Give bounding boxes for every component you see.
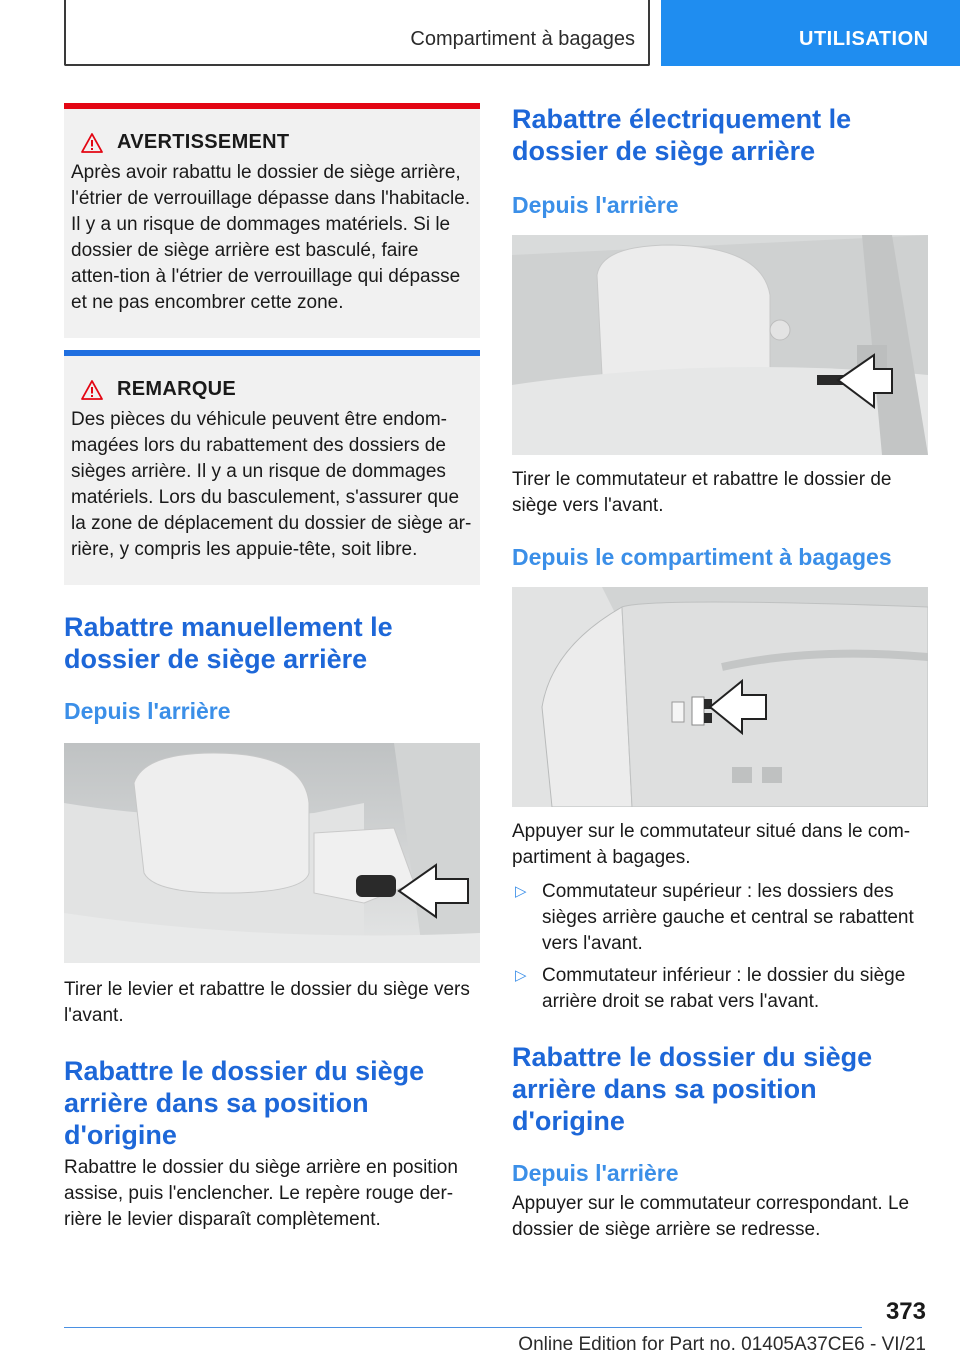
manual-fold-subheading: Depuis l'arrière bbox=[64, 698, 231, 724]
restore-position-heading: Rabattre le dossier du siège arrière dans sa position d'origine bbox=[64, 1056, 425, 1150]
electric-restore-subheading: Depuis l'arrière bbox=[512, 1160, 679, 1186]
page-number: 373 bbox=[885, 1298, 926, 1325]
rear-seat-lever-image bbox=[64, 743, 480, 963]
note-text: Des pièces du véhicule peuvent être endom-magées lors du rabattement des dossiers de sièges arrière. Il y a un risque de dommages matériels. Lors du basculement, s'assurer que la zone de déplacement du dossier de siège ar-rière, y compris les appuie-tête, soit libre. bbox=[71, 409, 472, 560]
manual-fold-heading: Rabattre manuellement le dossier de siège arrière bbox=[64, 612, 393, 674]
electric-trunk-caption: Appuyer sur le commutateur situé dans le com-partiment à bagages. bbox=[512, 821, 911, 868]
header-chapter-tab: UTILISATION bbox=[661, 0, 960, 66]
bullet-text-lower: Commutateur inférieur : le dossier du siège arrière droit se rabat vers l'avant. bbox=[542, 965, 906, 1012]
manual-fold-caption: Tirer le levier et rabattre le dossier du siège vers l'avant. bbox=[64, 979, 470, 1026]
footer-edition: Online Edition for Part no. 01405A37CE6 - VI/21 bbox=[518, 1334, 926, 1355]
warning-text: Après avoir rabattu le dossier de siège arrière, l'étrier de verrouillage dépasse dans l'habitacle. Il y a un risque de dommages matériels. Si le dossier de siège arrière est basculé, faire atten-tion à l'étrier de verrouillage qui dépasse et ne pas encombrer cette zone. bbox=[71, 162, 471, 313]
electric-trunk-subheading: Depuis le compartiment à bagages bbox=[512, 544, 892, 570]
bullet-marker: ▷ bbox=[515, 967, 527, 984]
electric-rear-caption: Tirer le commutateur et rabattre le dossier de siège vers l'avant. bbox=[512, 469, 892, 516]
rear-switch-image bbox=[512, 235, 928, 455]
bullet-marker: ▷ bbox=[515, 883, 527, 900]
list-item bbox=[512, 879, 928, 957]
note-title: REMARQUE bbox=[117, 378, 237, 400]
warning-triangle-icon bbox=[81, 133, 103, 153]
electric-restore-heading: Rabattre le dossier du siège arrière dans sa position d'origine bbox=[512, 1042, 873, 1136]
electric-restore-text: Appuyer sur le commutateur correspondant. Le dossier de siège arrière se redresse. bbox=[512, 1193, 910, 1240]
electric-fold-heading: Rabattre électriquement le dossier de siège arrière bbox=[512, 104, 852, 166]
left-column bbox=[64, 103, 480, 1233]
bullet-text-upper: Commutateur supérieur : les dossiers des sièges arrière gauche et central se rabattent vers l'avant. bbox=[542, 881, 914, 954]
electric-rear-subheading: Depuis l'arrière bbox=[512, 192, 679, 218]
page-header bbox=[0, 0, 960, 66]
footer-divider bbox=[64, 1327, 862, 1328]
warning-box bbox=[64, 103, 480, 338]
warning-triangle-icon bbox=[81, 380, 103, 400]
header-section-title: Compartiment à bagages bbox=[410, 28, 635, 50]
restore-position-text: Rabattre le dossier du siège arrière en position assise, puis l'enclencher. Le repère rouge der-rière le levier disparaît complètement. bbox=[64, 1157, 458, 1230]
warning-title: AVERTISSEMENT bbox=[117, 131, 290, 153]
note-box bbox=[64, 350, 480, 585]
trunk-switch-image bbox=[512, 587, 928, 807]
switch-bullet-list bbox=[512, 879, 928, 1015]
list-item bbox=[512, 963, 928, 1015]
right-column bbox=[512, 103, 928, 1243]
